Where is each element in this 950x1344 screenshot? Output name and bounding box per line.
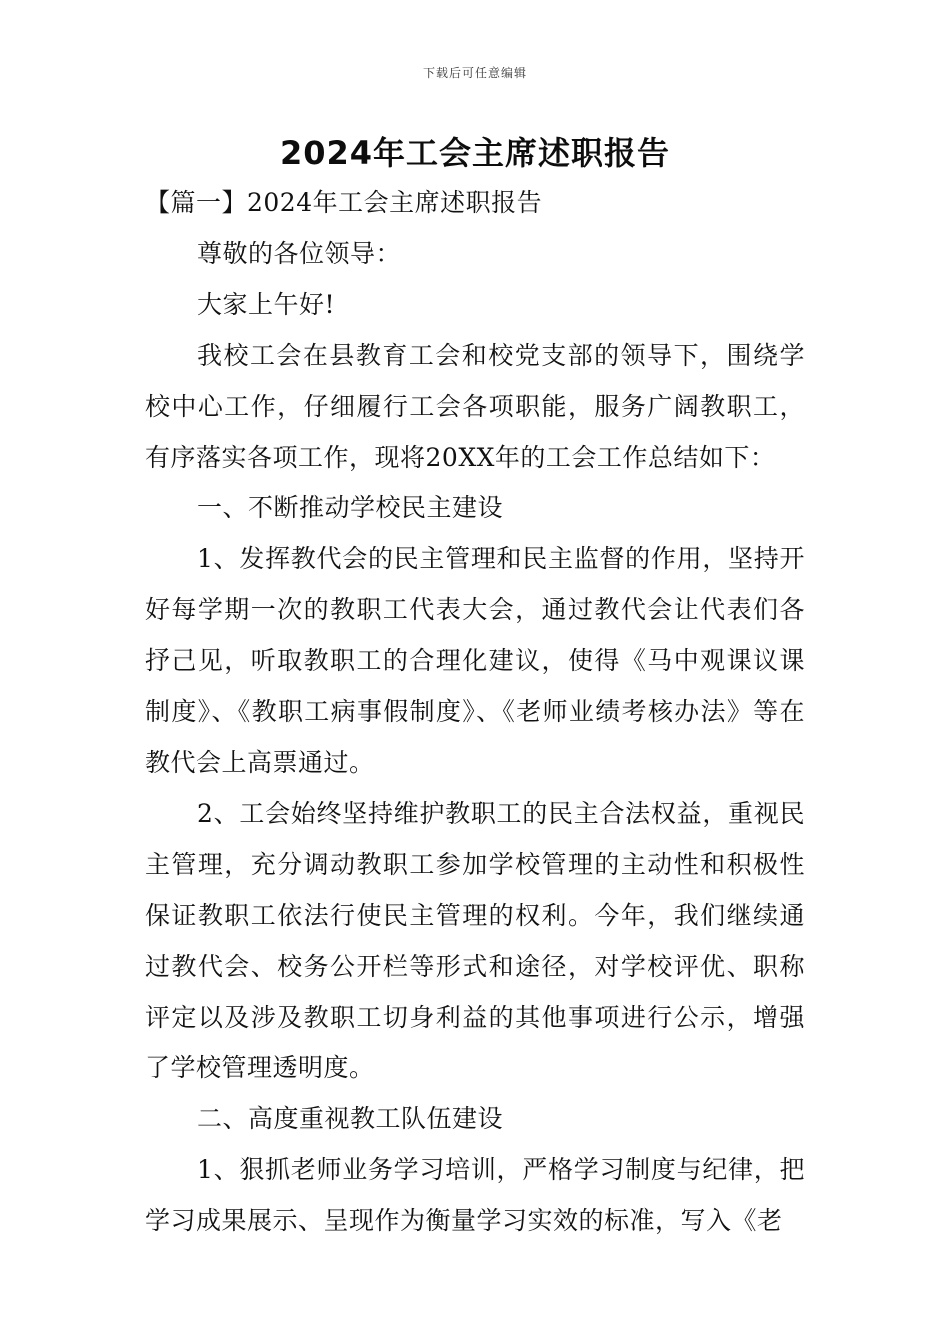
body-paragraph: 1、狠抓老师业务学习培训，严格学习制度与纪律，把学习成果展示、呈现作为衡量学习实效的标准，写入《老 — [145, 1155, 805, 1236]
body-paragraph: 1、发挥教代会的民主管理和民主监督的作用，坚持开好每学期一次的教职工代表大会，通过教代会让代表们各抒己见，听取教职工的合理化建议，使得《马中观课议课制度》、《教职工病事假制度》、《老师业绩考核办法》等在教代会上高票通过。 — [145, 544, 805, 777]
greeting: 大家上午好! — [197, 289, 336, 319]
document-title: 2024年工会主席述职报告 — [279, 134, 671, 172]
body-paragraph: 我校工会在县教育工会和校党支部的领导下，围绕学校中心工作，仔细履行工会各项职能，服务广阔教职工，有序落实各项工作，现将20XX年的工会工作总结如下： — [145, 340, 805, 472]
subsection-heading: 二、高度重视教工队伍建设 — [197, 1104, 504, 1134]
section-heading: 【篇一】2024年工会主席述职报告 — [145, 188, 543, 217]
document-body — [145, 178, 805, 1247]
body-paragraph: 2、工会始终坚持维护教职工的民主合法权益，重视民主管理，充分调动教职工参加学校管理的主动性和积极性保证教职工依法行使民主管理的权利。今年，我们继续通过教代会、校务公开栏等形式和途径，对学校评优、职称评定以及涉及教职工切身利益的其他事项进行公示，增强了学校管理透明度。 — [145, 798, 805, 1083]
salutation: 尊敬的各位领导： — [197, 238, 402, 268]
header-note: 下载后可任意编辑 — [422, 66, 527, 80]
subsection-heading: 一、不断推动学校民主建设 — [197, 493, 504, 523]
